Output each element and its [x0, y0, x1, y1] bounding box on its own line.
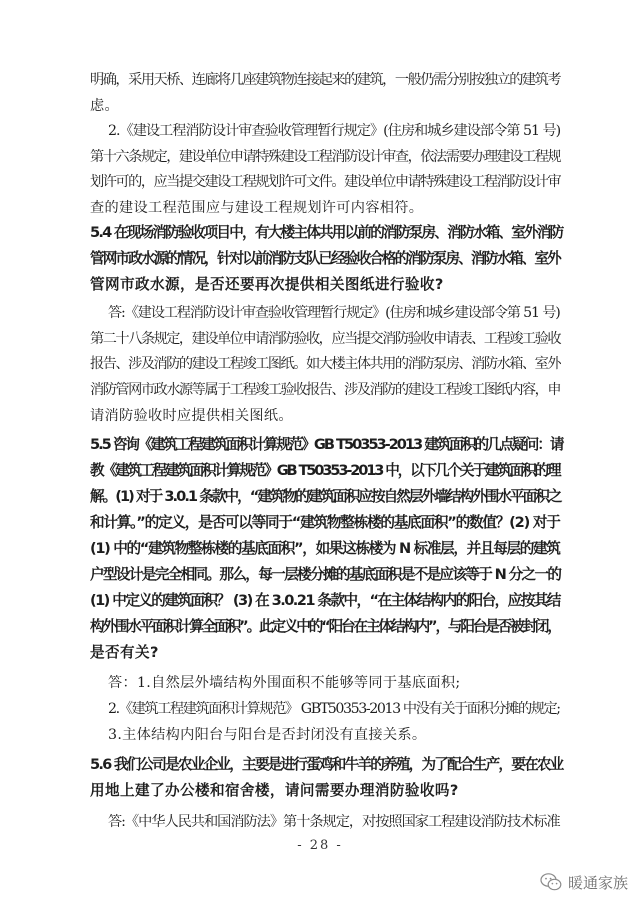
watermark-text: 暖通家族: [567, 873, 628, 892]
text-line: 第二十八条规定，建设单位申请消防验收，应当提交消防验收申请表、工程竣工验收: [90, 331, 561, 347]
question-line: 解。(1) 对于 3.0.1 条款中，“建筑物的建筑面积应按自然层外墙结构外围水平面积之: [90, 488, 561, 505]
text-line: 请消防验收时应提供相关图纸。: [90, 408, 293, 424]
question-line: 构外围水平面积计算全面积”。此定义中的“阳台在主体结构内”，与阳台是否被封闭，: [90, 618, 560, 635]
text-line: 划许可的，应当提交建设工程规划许可文件。建设单位申请特殊建设工程消防设计审: [90, 174, 561, 190]
text-line: 答:《中华人民共和国消防法》第十条规定，对按照国家工程建设消防技术标准: [108, 814, 560, 830]
question-line: 管网市政水源的情况，针对以前消防支队已经验收合格的消防泵房、消防水箱、室外: [90, 250, 560, 267]
text-line: 第十六条规定，建设单位申请特殊建设工程消防设计审查，依法需要办理建设工程规: [90, 149, 561, 165]
wechat-icon: [540, 872, 562, 892]
question-line: (1) 中定义的建筑面积？ (3) 在 3.0.21 条款中，“在主体结构内的阳台，应按其结: [90, 592, 560, 609]
text-line: 2.《建筑工程建筑面积计算规范》 GBT50353-2013 中没有关于面积分摊的规定;: [108, 701, 560, 717]
watermark: [540, 870, 628, 894]
question-line: 5.6 我们公司是农业企业，主要是进行蛋鸡和牛羊的养殖，为了配合生产，要在农业: [90, 756, 563, 773]
question-line: 5.4 在现场消防验收项目中，有大楼主体共用以前的消防泵房、消防水箱、室外消防: [90, 224, 563, 241]
text-line: 答：1.自然层外墙结构外围面积不能够等同于基底面积;: [108, 675, 461, 691]
text-line: 查的建设工程范围应与建设工程规划许可内容相符。: [90, 200, 424, 216]
question-line: 是否有关?: [90, 644, 159, 661]
question-line: 教《建筑工程建筑面积计算规范》GB T50353-2013 中，以下几个关于建筑面积的理: [90, 462, 560, 479]
question-line: (1) 中的“建筑物整栋楼的基底面积”，如果这栋楼为 N 标准层，并且每层的建筑: [90, 540, 560, 557]
question-line: 和计算。”的定义，是否可以等同于“建筑物整栋楼的基底面积”的数值？(2) 对于: [90, 514, 560, 531]
page-number: - 28 -: [297, 838, 343, 853]
text-line: 虑。: [90, 98, 119, 114]
text-line: 答:《建设工程消防设计审查验收管理暂行规定》(住房和城乡建设部令第 51 号): [108, 305, 560, 321]
text-line: 消防管网市政水源等属于工程竣工验收报告、涉及消防的建设工程竣工图纸内容，申: [90, 382, 561, 398]
question-line: 管网市政水源，是否还要再次提供相关图纸进行验收?: [90, 276, 444, 293]
question-line: 用地上建了办公楼和宿舍楼，请问需要办理消防验收吗?: [90, 782, 459, 799]
text-line: 3.主体结构内阳台与阳台是否封闭没有直接关系。: [108, 727, 427, 743]
text-line: 报告、涉及消防的建设工程竣工图纸。如大楼主体共用的消防泵房、消防水箱、室外: [90, 356, 561, 372]
text-line: 2.《建设工程消防设计审查验收管理暂行规定》(住房和城乡建设部令第 51 号): [108, 123, 561, 139]
question-line: 户型设计是完全相同。那么，每一层楼分摊的基底面积是不是应该等于 N 分之一的: [90, 566, 561, 583]
text-line: 明确，采用天桥、连廊将几座建筑物连接起来的建筑，一般仍需分别按独立的建筑考: [90, 72, 561, 88]
question-line: 5.5 咨询《建筑工程建筑面积计算规范》GB T50353-2013 建筑面积的几点疑问：请: [90, 436, 563, 453]
